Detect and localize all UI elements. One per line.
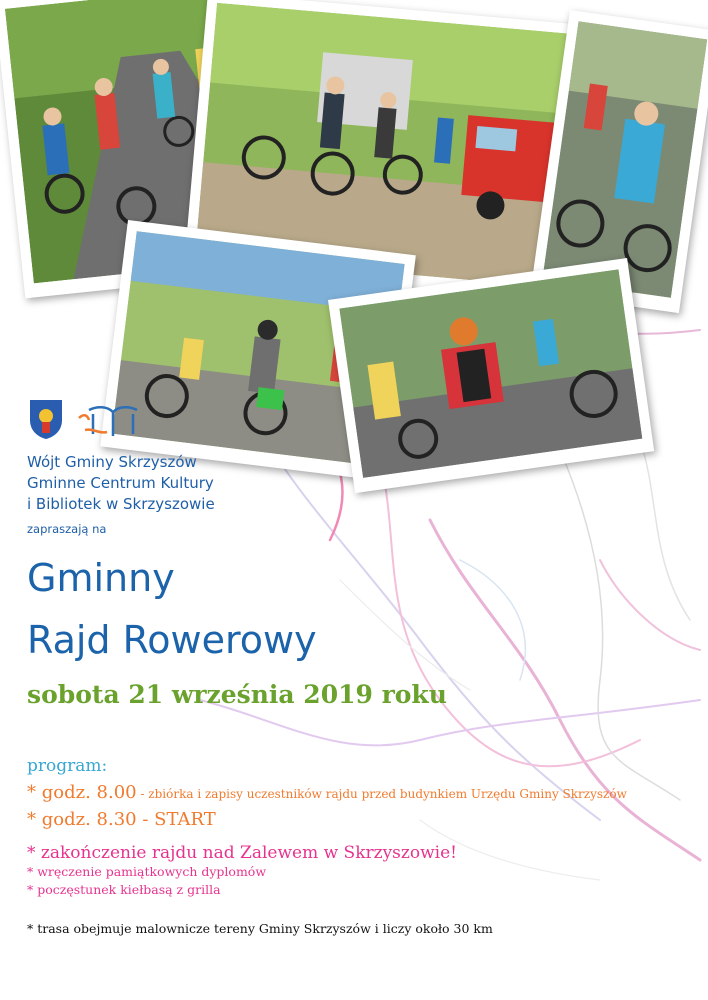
coat-of-arms-icon	[30, 400, 62, 439]
program-label: program:	[27, 756, 108, 776]
event-title-line-2: Rajd Rowerowy	[27, 618, 317, 662]
program-item-2: * godz. 8.30 - START	[27, 809, 216, 830]
organizers-block	[27, 452, 215, 515]
program-item-1-time: * godz. 8.00	[27, 782, 137, 803]
organizer-line-2: Gminne Centrum Kultury	[27, 474, 214, 492]
organizer-line-1: Wójt Gminy Skrzyszów	[27, 453, 197, 471]
program-item-1	[27, 782, 627, 803]
event-date: sobota 21 września 2019 roku	[27, 680, 447, 709]
route-footnote: * trasa obejmuje malownicze tereny Gminy Skrzyszów i liczy około 30 km	[27, 921, 493, 936]
program-item-5: * poczęstunek kiełbasą z grilla	[27, 882, 221, 897]
library-book-icon	[79, 407, 137, 436]
program-item-3: * zakończenie rajdu nad Zalewem w Skrzyszowie!	[27, 843, 457, 863]
program-item-1-desc: - zbiórka i zapisy uczestników rajdu przed budynkiem Urzędu Gminy Skrzyszów	[136, 787, 627, 801]
organizer-logos	[27, 398, 157, 440]
invite-text: zapraszają na	[27, 522, 107, 536]
program-item-4: * wręczenie pamiątkowych dyplomów	[27, 864, 267, 879]
organizer-line-3: i Bibliotek w Skrzyszowie	[27, 495, 215, 513]
event-title-line-1: Gminny	[27, 556, 175, 600]
photo-cyclists-helmets	[328, 258, 654, 493]
